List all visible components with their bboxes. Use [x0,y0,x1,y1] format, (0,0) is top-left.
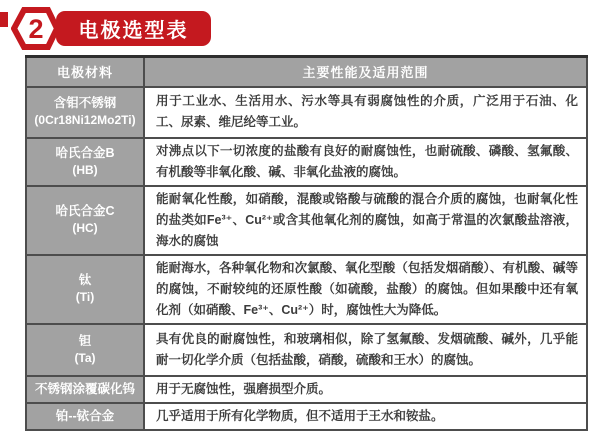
table-row [26,403,587,430]
step-badge-number: 2 [28,14,44,44]
material-cell [26,403,144,430]
material-grade: (Ta) [74,350,96,365]
left-edge-accent [0,12,8,27]
col-header-performance: 主要性能及适用范围 [144,57,587,87]
step-badge-hexagon-icon [11,6,59,51]
description-cell: 用于工业水、生活用水、污水等具有弱腐蚀性的介质，广泛用于石油、化工、尿素、维尼纶等工业。 [144,87,587,138]
material-grade: (Ti) [75,290,95,304]
description-cell: 具有优良的耐腐蚀性，和玻璃相似，除了氢氟酸、发烟硫酸、碱外，几乎能耐一切化学介质（包括盐酸，硝酸，硫酸和王水）的腐蚀。 [144,324,587,376]
description-cell: 能耐海水，各种氧化物和次氯酸、氧化型酸（包括发烟硝酸）、有机酸、碱等的腐蚀，不耐较纯的还原性酸（如硫酸，盐酸）的腐蚀。但如果酸中还有氧化剂（如硝酸、Fe³⁺、Cu²⁺）时，腐蚀性大为降低。 [144,255,587,324]
table-row [26,324,587,376]
section-title: 电极选型表 [78,20,189,42]
material-grade: (HC) [72,221,98,235]
table-header-row [26,57,587,87]
electrode-selection-table [25,55,588,431]
material-cell [26,87,144,138]
table-row [26,376,587,403]
material-cell [26,255,144,324]
material-cell [26,324,144,376]
description-cell: 能耐氧化性酸，如硝酸，混酸或铬酸与硫酸的混合介质的腐蚀，也耐氧化性的盐类如Fe³⁺、Cu²⁺或含其他氧化剂的腐蚀，如高于常温的次氯酸盐溶液，海水的腐蚀 [144,186,587,255]
material-name: 钽 [78,333,92,348]
material-name: 含钼不锈钢 [53,96,117,110]
material-grade: (0Cr18Ni12Mo2Ti) [34,113,136,127]
material-cell [26,138,144,186]
material-name: 铂--铱合金 [55,408,115,423]
description-cell: 用于无腐蚀性，强磨损型介质。 [144,376,587,403]
description-cell: 几乎适用于所有化学物质，但不适用于王水和铵盐。 [144,403,587,430]
col-header-material: 电极材料 [26,57,144,87]
material-cell [26,376,144,403]
table-row [26,87,587,138]
section-title-banner [56,11,211,46]
table-row [26,138,587,186]
table-row [26,186,587,255]
material-cell [26,186,144,255]
material-name: 不锈钢涂覆碳化钨 [34,381,135,396]
material-name: 哈氏合金B [55,145,115,160]
material-name: 钛 [78,273,92,287]
material-grade: (HB) [72,162,98,177]
table-row [26,255,587,324]
description-cell: 对沸点以下一切浓度的盐酸有良好的耐腐蚀性，也耐硫酸、磷酸、氢氟酸、有机酸等非氧化酸、碱、非氧化盐液的腐蚀。 [144,138,587,186]
material-name: 哈氏合金C [55,204,115,218]
